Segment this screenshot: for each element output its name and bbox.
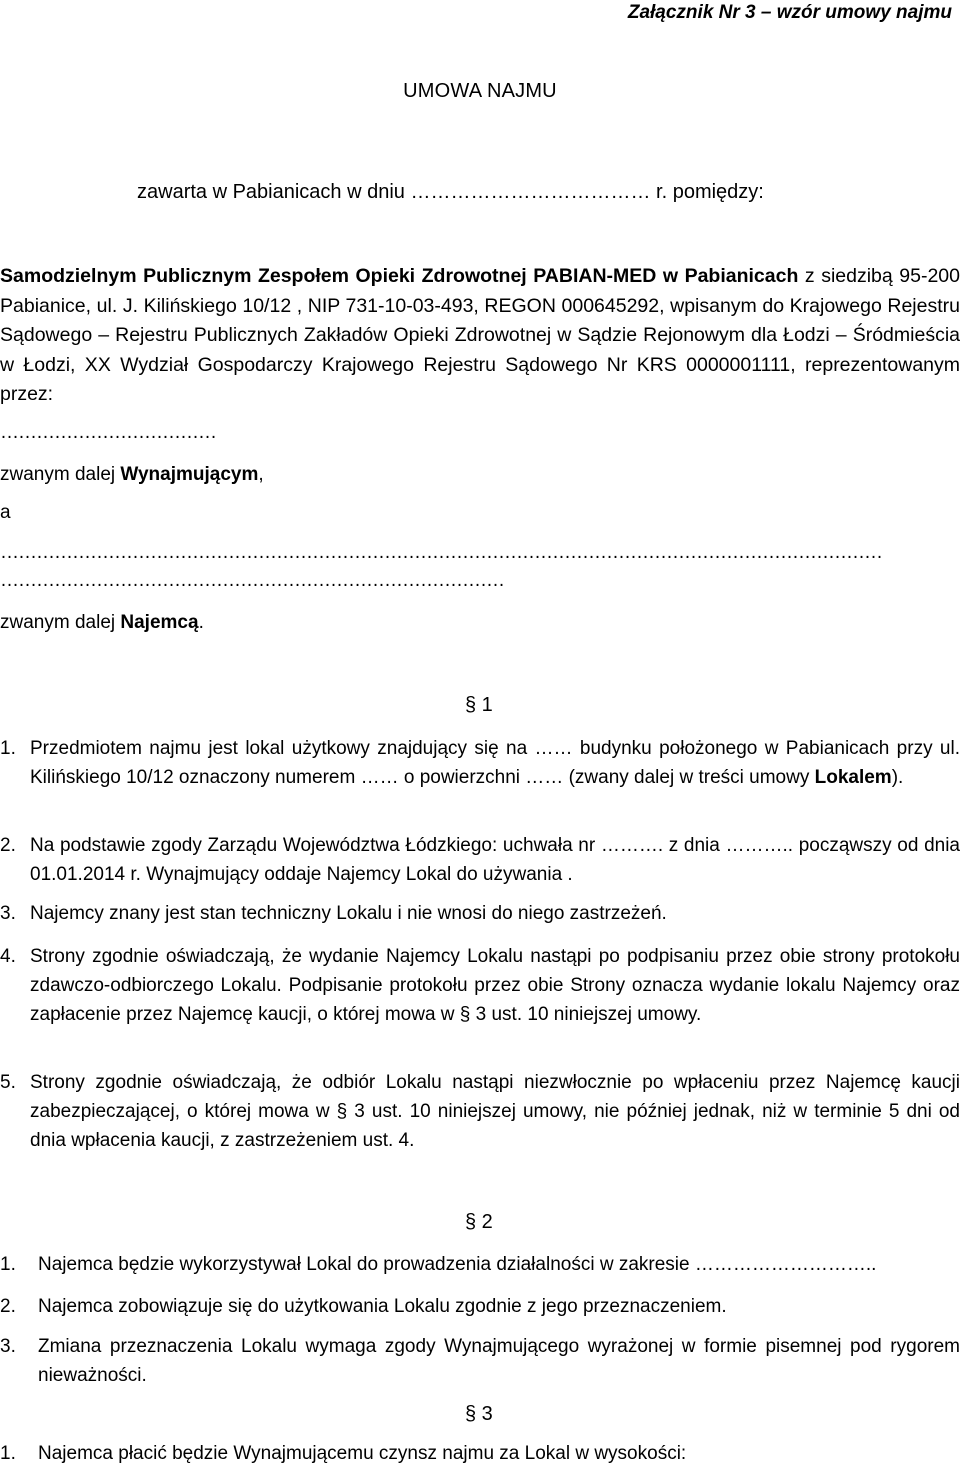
list-item: 4. Strony zgodnie oświadczają, że wydanie Najemcy Lokalu nastąpi po podpisaniu przez obie strony protokołu zdawczo-odbiorczego Lokalu. Podpisanie protokołu przez obie Strony oznacza wydanie lokalu Najemcy oraz zapłacenie przez Najemcę kaucji, o której mowa w § 3 ust. 10 niniejszej umowy.	[0, 946, 960, 1025]
landlord-details: z siedzibą 95-200 Pabianice, ul. J. Kilińskiego 10/12 , NIP 731-10-03-493, REGON 000645292, wpisanym do Krajowego Rejestru Sądowego – Rejestru Publicznych Zakładów Opieki Zdrowotnej w Sądzie Rejonowym dla Łodzi – Śródmieścia w Łodzi, XX Wydział Gospodarczy Krajowego Rejestru Sądowego Nr KRS 0000001111, reprezentowanym przez:	[0, 265, 960, 405]
list-item: 1. Najemca będzie wykorzystywał Lokal do prowadzenia działalności w zakresie ………………………..	[0, 1254, 877, 1275]
landlord-name: Samodzielnym Publicznym Zespołem Opieki Zdrowotnej PABIAN-MED w Pabianicach	[0, 265, 799, 287]
conjunction-a: a	[0, 502, 11, 523]
list-item: 5. Strony zgodnie oświadczają, że odbiór Lokalu nastąpi niezwłocznie po wpłaceniu przez Najemcę kaucji zabezpieczającej, o której mowa w § 3 ust. 10 niniejszej umowy, nie później jednak, niż w terminie 5 dni od dnia wpłacenia kaucji, z zastrzeżeniem ust. 4.	[0, 1072, 960, 1151]
representative-blank: ………………………………	[0, 422, 216, 443]
list-item: 2. Na podstawie zgody Zarządu Województwa Łódzkiego: uchwała nr ………. z dnia ……….. począwszy od dnia 01.01.2014 r. Wynajmujący oddaje Najemcy Lokal do używania .	[0, 835, 960, 885]
landlord-called: zwanym dalej Wynajmującym,	[0, 464, 264, 485]
section-heading: § 1	[465, 694, 493, 716]
section-heading: § 2	[465, 1211, 493, 1233]
tenant-role: Najemcą	[120, 612, 199, 633]
list-item: 1. Przedmiotem najmu jest lokal użytkowy znajdujący się na …… budynku położonego w Pabianicach przy ul. Kilińskiego 10/12 oznaczony numerem …… o powierzchni …… (zwany dalej w treści umowy Lokalem).	[0, 738, 960, 788]
landlord-role: Wynajmującym	[120, 464, 259, 485]
section-heading: § 3	[465, 1403, 493, 1425]
annex-label: Załącznik Nr 3 – wzór umowy najmu	[627, 2, 952, 23]
list-item: 1. Najemca płacić będzie Wynajmującemu czynsz najmu za Lokal w wysokości:	[0, 1443, 687, 1464]
list-item: 3. Zmiana przeznaczenia Lokalu wymaga zgody Wynajmującego wyrażonej w formie pisemnej pod rygorem nieważności.	[0, 1336, 960, 1386]
list-item: 2. Najemca zobowiązuje się do użytkowania Lokalu zgodnie z jego przeznaczeniem.	[0, 1296, 727, 1317]
tenant-called: zwanym dalej Najemcą.	[0, 612, 204, 633]
contract-title: UMOWA NAJMU	[403, 80, 557, 102]
tenant-blank-line-2: …………………………………………………………………………	[0, 570, 504, 591]
tenant-blank-line-1: …………………………………………………………………………………………………………………………………	[0, 542, 882, 563]
landlord-paragraph	[0, 262, 960, 410]
list-item: 3. Najemcy znany jest stan techniczny Lokalu i nie wnosi do niego zastrzeżeń.	[0, 903, 667, 924]
concluded-line: zawarta w Pabianicach w dniu ……………………………… r. pomiędzy:	[137, 181, 764, 203]
